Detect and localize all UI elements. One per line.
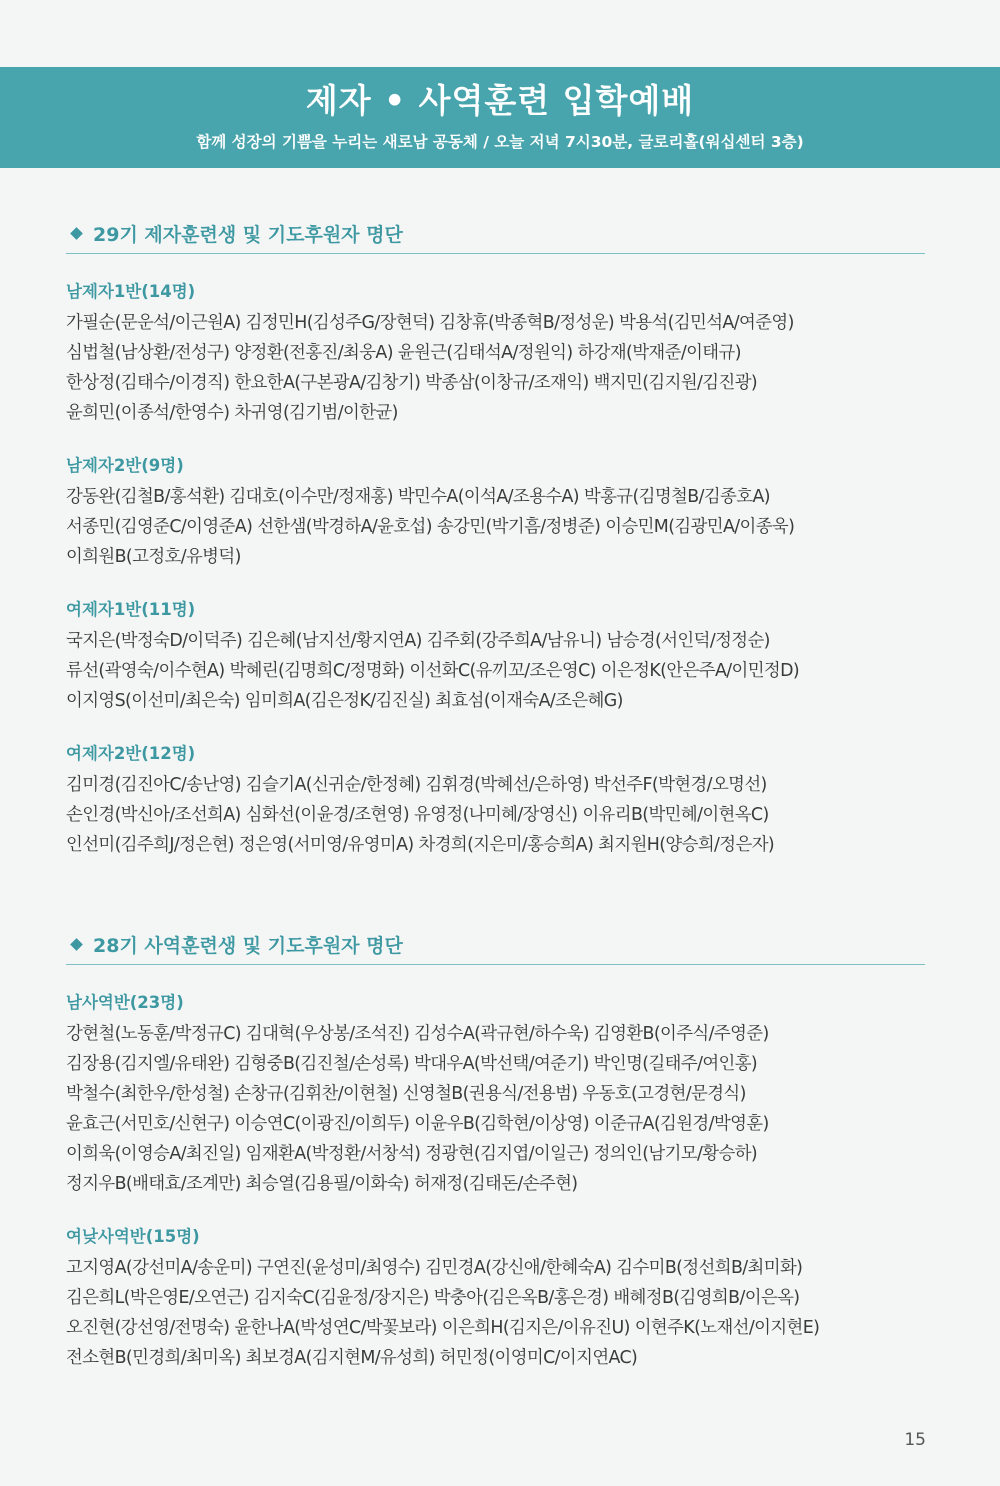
member-list-line: 정지우B(배태효/조계만) 최승열(김용필/이화숙) 허재정(김태돈/손주현) bbox=[66, 1174, 578, 1194]
member-list-line: 전소현B(민경희/최미옥) 최보경A(김지현M/유성희) 허민정(이영미C/이지연AC) bbox=[66, 1348, 638, 1368]
member-list-line: 김은희L(박은영E/오연근) 김지숙C(김윤정/장지은) 박충아(김은옥B/홍은경) 배혜정B(김영희B/이은옥) bbox=[66, 1288, 800, 1308]
class-title: 여제자2반(12명) bbox=[66, 744, 196, 763]
member-list-line: 박철수(최한우/한성철) 손창규(김휘찬/이현철) 신영철B(권용식/전용범) 우동호(고경현/문경식) bbox=[66, 1084, 746, 1104]
page-subtitle: 함께 성장의 기쁨을 누리는 새로남 공동체 / 오늘 저녁 7시30분, 글로리홀(워십센터 3층) bbox=[196, 133, 804, 151]
section-title: 29기 제자훈련생 및 기도후원자 명단 bbox=[93, 223, 403, 246]
header-banner bbox=[0, 67, 1000, 168]
class-title: 남사역반(23명) bbox=[66, 993, 184, 1012]
class-title: 남제자1반(14명) bbox=[66, 282, 196, 301]
member-list-line: 국지은(박정숙D/이덕주) 김은혜(남지선/황지연A) 김주회(강주희A/남유니) 남승경(서인덕/정정순) bbox=[66, 631, 770, 651]
class-group bbox=[66, 1225, 925, 1373]
class-title: 여제자1반(11명) bbox=[66, 600, 196, 619]
member-list-line: 심법철(남상환/전성구) 양정환(전홍진/최웅A) 윤원근(김태석A/정원익) 하강재(박재준/이태규) bbox=[66, 343, 741, 363]
member-list-line: 한상정(김태수/이경직) 한요한A(구본광A/김창기) 박종삼(이창규/조재익) 백지민(김지원/김진광) bbox=[66, 373, 758, 393]
member-list-line: 윤효근(서민호/신현구) 이승연C(이광진/이희두) 이윤우B(김학현/이상영) 이준규A(김원경/박영훈) bbox=[66, 1114, 769, 1134]
member-list-line: 김미경(김진아C/송난영) 김슬기A(신귀순/한정혜) 김휘경(박혜선/은하영) 박선주F(박현경/오명선) bbox=[66, 775, 767, 795]
class-title: 여낮사역반(15명) bbox=[66, 1227, 200, 1246]
member-list-line: 손인경(박신아/조선희A) 심화선(이윤경/조현영) 유영정(나미혜/장영신) 이유리B(박민혜/이현옥C) bbox=[66, 805, 769, 825]
diamond-bullet-icon bbox=[70, 227, 83, 240]
member-list-line: 서종민(김영준C/이영준A) 선한샘(박경하A/윤호섭) 송강민(박기흠/정병준) 이승민M(김광민A/이종욱) bbox=[66, 517, 795, 537]
member-list-line: 이지영S(이선미/최은숙) 임미희A(김은정K/김진실) 최효섬(이재숙A/조은혜G) bbox=[66, 691, 623, 711]
section-heading bbox=[66, 213, 925, 254]
section-28th-ministry-training bbox=[66, 924, 925, 1373]
section-heading bbox=[66, 924, 925, 965]
section-title: 28기 사역훈련생 및 기도후원자 명단 bbox=[93, 934, 403, 957]
page-number: 15 bbox=[904, 1430, 926, 1450]
member-list-line: 이희원B(고정호/유병덕) bbox=[66, 547, 241, 567]
member-list-line: 고지영A(강선미A/송운미) 구연진(윤성미/최영수) 김민경A(강신애/한혜숙A) 김수미B(정선희B/최미화) bbox=[66, 1258, 803, 1278]
diamond-bullet-icon bbox=[70, 938, 83, 951]
section-29th-disciple-training bbox=[66, 213, 925, 860]
class-group bbox=[66, 991, 925, 1199]
member-list-line: 류선(곽영숙/이수현A) 박혜린(김명희C/정명화) 이선화C(유끼꼬/조은영C) 이은정K(안은주A/이민정D) bbox=[66, 661, 800, 681]
member-list-line: 오진현(강선영/전명숙) 윤한나A(박성연C/박꽃보라) 이은희H(김지은/이유진U) 이현주K(노재선/이지현E) bbox=[66, 1318, 820, 1338]
member-list-line: 김장용(김지엘/유태완) 김형중B(김진철/손성록) 박대우A(박선택/여준기) 박인명(길태주/여인홍) bbox=[66, 1054, 758, 1074]
class-group bbox=[66, 280, 925, 428]
member-list-line: 윤희민(이종석/한영수) 차귀영(김기범/이한균) bbox=[66, 403, 398, 423]
class-title: 남제자2반(9명) bbox=[66, 456, 184, 475]
class-group bbox=[66, 598, 925, 716]
page-title: 제자 • 사역훈련 입학예배 bbox=[305, 81, 695, 120]
class-group bbox=[66, 454, 925, 572]
class-group bbox=[66, 742, 925, 860]
member-list-line: 강동완(김철B/홍석환) 김대호(이수만/정재홍) 박민수A(이석A/조용수A) 박홍규(김명철B/김종호A) bbox=[66, 487, 770, 507]
member-list-line: 인선미(김주희J/정은현) 정은영(서미영/유영미A) 차경희(지은미/홍승희A) 최지원H(양승희/정은자) bbox=[66, 835, 775, 855]
member-list-line: 이희욱(이영승A/최진일) 임재환A(박정환/서창석) 정광현(김지엽/이일근) 정의인(남기모/황승하) bbox=[66, 1144, 758, 1164]
member-list-line: 가필순(문운석/이근원A) 김정민H(김성주G/장현덕) 김창휴(박종혁B/정성운) 박용석(김민석A/여준영) bbox=[66, 313, 794, 333]
member-list-line: 강현철(노동훈/박정규C) 김대혁(우상봉/조석진) 김성수A(곽규현/하수욱) 김영환B(이주식/주영준) bbox=[66, 1024, 769, 1044]
